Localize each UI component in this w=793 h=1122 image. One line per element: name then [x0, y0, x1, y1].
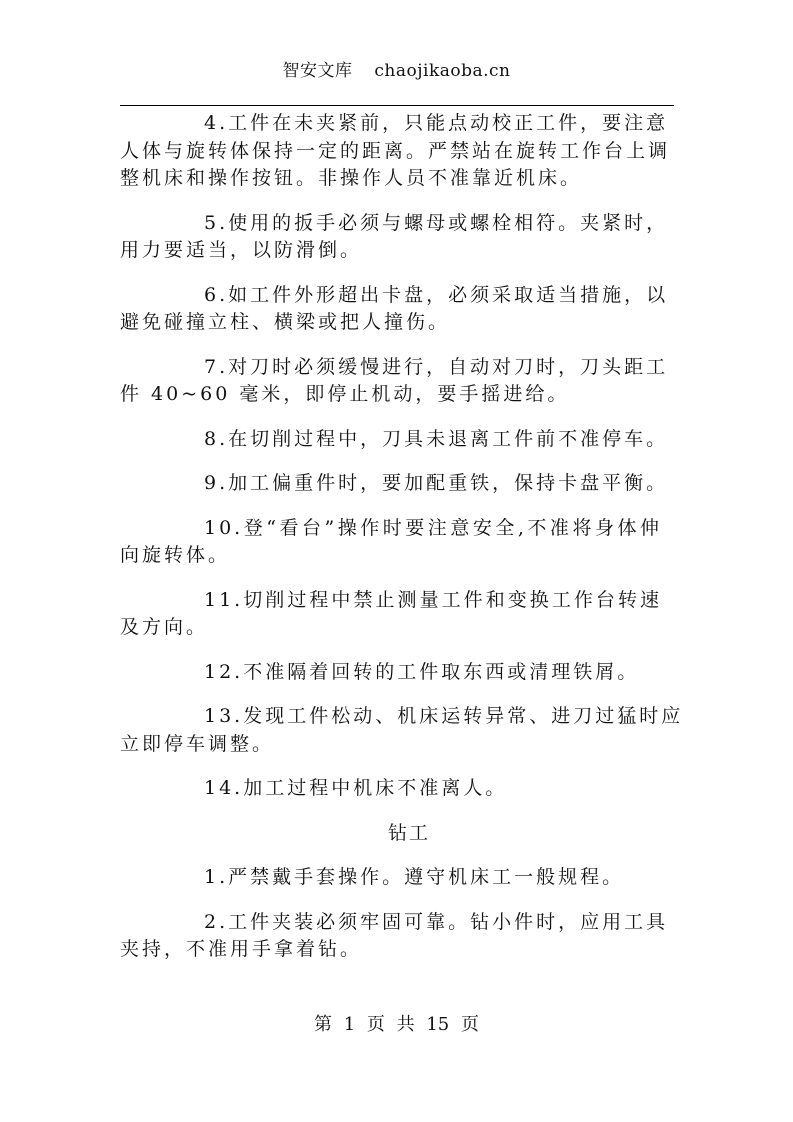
rule-paragraph — [120, 587, 662, 642]
paragraph-line: 9.加工偏重件时，要加配重铁，保持卡盘平衡。 — [204, 472, 669, 494]
paragraph-line: 8.在切削过程中，刀具未退离工件前不准停车。 — [204, 427, 669, 450]
site-url: chaojikaoba.cn — [374, 61, 511, 81]
rule-paragraph — [120, 909, 669, 964]
paragraph-line: 12.不准隔着回转的工件取东西或清理铁屑。 — [204, 660, 640, 683]
paragraph-line: 避免碰撞立柱、横梁或把人撞伤。 — [120, 311, 451, 333]
paragraph-line: 用力要适当，以防滑倒。 — [120, 239, 363, 261]
drilling-rules — [120, 864, 669, 964]
paragraph-line: 6.如工件外形超出卡盘，必须采取适当措施，以 — [204, 283, 669, 306]
paragraph-line: 4.工件在未夹紧前，只能点动校正工件，要注意 — [204, 112, 669, 134]
paragraph-line: 11.切削过程中禁止测量工件和变换工作台转速 — [204, 588, 662, 611]
paragraph-line: 及方向。 — [120, 616, 209, 638]
paragraph-line: 人体与旋转体保持一定的距离。严禁站在旋转工作台上调 — [120, 139, 671, 162]
paragraph-line: 2.工件夹装必须牢固可靠。钻小件时，应用工具 — [204, 910, 669, 933]
site-name: 智安文库 — [282, 61, 353, 81]
rule-paragraph — [120, 354, 669, 409]
header-divider — [120, 105, 674, 106]
page-number: 第 1 页 共 15 页 — [314, 1014, 479, 1035]
document-body — [120, 110, 684, 981]
rule-paragraph — [120, 515, 662, 570]
rule-paragraph — [120, 282, 669, 337]
turning-rules — [120, 110, 684, 803]
rule-paragraph — [120, 210, 669, 265]
paragraph-line: 14.加工过程中机床不准离人。 — [204, 777, 508, 799]
rule-paragraph — [120, 703, 684, 758]
page-header — [0, 56, 793, 81]
rule-paragraph — [120, 426, 669, 454]
paragraph-line: 7.对刀时必须缓慢进行，自动对刀时，刀头距工 — [204, 355, 669, 378]
paragraph-line: 13.发现工件松动、机床运转异常、进刀过猛时应 — [204, 705, 684, 727]
rule-paragraph — [120, 659, 662, 687]
paragraph-line: 5.使用的扳手必须与螺母或螺栓相符。夹紧时， — [204, 211, 669, 234]
rule-paragraph — [120, 110, 671, 193]
paragraph-line: 整机床和操作按钮。非操作人员不准靠近机床。 — [120, 167, 583, 189]
section-heading: 钻工 — [387, 821, 430, 844]
paragraph-line: 向旋转体。 — [120, 544, 231, 566]
rule-paragraph — [120, 470, 669, 498]
paragraph-line: 10.登“看台”操作时要注意安全,不准将身体伸 — [204, 516, 662, 539]
paragraph-line: 件 40~60 毫米，即停止机动，要手摇进给。 — [120, 383, 570, 405]
rule-paragraph — [120, 864, 662, 892]
paragraph-line: 立即停车调整。 — [120, 732, 275, 755]
rule-paragraph — [120, 775, 662, 803]
paragraph-line: 夹持，不准用手拿着钻。 — [120, 938, 363, 960]
paragraph-line: 1.严禁戴手套操作。遵守机床工一般规程。 — [204, 866, 625, 888]
